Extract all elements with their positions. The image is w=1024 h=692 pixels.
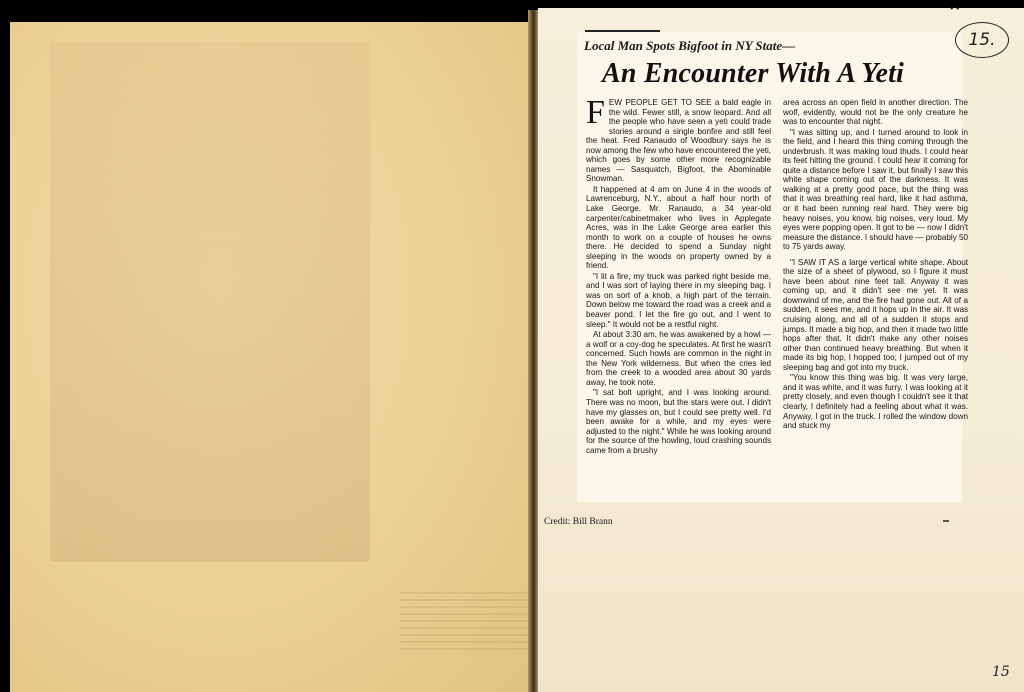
paragraph: area across an open field in another direction. The wolf, evidently, would not be the only creature he was to encounter that night.: [783, 98, 968, 127]
pencil-mark: [943, 520, 949, 522]
article-column-1: [586, 94, 771, 456]
handwritten-page-number: 15: [992, 664, 1010, 680]
drop-cap: F: [586, 94, 605, 131]
margin-dots: • •: [950, 4, 960, 15]
article-headline: An Encounter With A Yeti: [602, 58, 905, 89]
paragraph: It happened at 4 am on June 4 in the woods of Lawrenceburg, N.Y., about a half hour north of Lake George. Mr. Ranaudo, a 34 year-old carpenter/cabinetmaker who lives in Applegate Acres, was in the Lake George area earlier this month to work on a couple of houses he owns there. He decided to spend a Sunday night sleeping in the woods on property owned by a friend.: [586, 184, 771, 271]
bleed-through-illustration: [50, 42, 370, 562]
paragraph: "I sat bolt upright, and I was looking around. There was no moon, but the stars were out. I didn't have my glasses on, but I could see pretty well. I'd been awake for a while, and my eyes were adjusted to the night." While he was looking around for the source of the howling, loud crashing sounds came from a brushy: [586, 388, 771, 455]
article-kicker: Local Man Spots Bigfoot in NY State—: [584, 38, 796, 53]
circled-page-number: 15.: [955, 22, 1009, 58]
article-column-2: [783, 98, 968, 432]
left-page: [10, 22, 530, 692]
kicker-rule: [585, 30, 660, 32]
paragraph: "I SAW IT AS a large vertical white shape. About the size of a sheet of plywood, so I figure it must have been about nine feet tall. Anyway it was coming up, and it didn't see me yet. It was downwind of me, and the fire had gone out. All of a sudden, it sees me, and it hops up in the air. It was cruising along, and all of a sudden it stops and jumps. It made a big hop, and then it made two little hops after that. It didn't make any other noises other than continued heavy breathing. But when it made its big hop, I hopped too; I jumped out of my sleeping bag and got into my truck.: [783, 257, 968, 372]
photo-credit: Credit: Bill Brann: [544, 517, 613, 527]
paragraph: "You know this thing was big. It was very large, and it was white, and it was furry. I was looking at it pretty closely, and even though I couldn't see it that clearly, I definitely had a feeling about what it was. Anyway, I got in the truck. I rolled the window down and stuck my: [783, 373, 968, 431]
bleed-through-text: [400, 592, 530, 652]
paragraph: "I was sitting up, and I turned around to look in the field, and I heard this thing coming through the underbrush. It was making loud thuds. I could hear its feet hitting the ground. I could hear it coming for quite a distance before I saw it, but finally I saw this white shape coming out of the darkness. It was walking at a pretty good pace, but the thing was that it was breathing real hard, like it had asthma, or it had been running real hard. They were big heavy noises, you know, big noises, very loud. My eyes were popping open. It got to be — now I didn't measure the distance. I should have — probably 50 to 75 yards away.: [783, 127, 968, 252]
paragraph: FEW PEOPLE GET TO SEE a bald eagle in the wild. Fewer still, a snow leopard. And all the people who have seen a yeti could trade stories around a single bonfire and still feel the heat. Fred Ranaudo of Woodbury says he is now among the few who have encountered the yeti, which goes by some other more recognizable names — Sasquatch, Bigfoot, the Abominable Snowman.: [586, 94, 771, 184]
paragraph: "I lit a fire, my truck was parked right beside me, and I was sort of laying there in my sleeping bag. I was on sort of a knob, a high part of the terrain. Down below me toward the road was a creek and a beaver pond. I let the fire go out, and I went to sleep." It would not be a restful night.: [586, 271, 771, 329]
paragraph: At about 3:30 am, he was awakened by a howl — a wolf or a coy-dog he speculates. At first he wasn't concerned. Such howls are common in the night in the New York wilderness. But when the cries led from the creek to a wooded area about 30 yards away, he took note.: [586, 330, 771, 387]
